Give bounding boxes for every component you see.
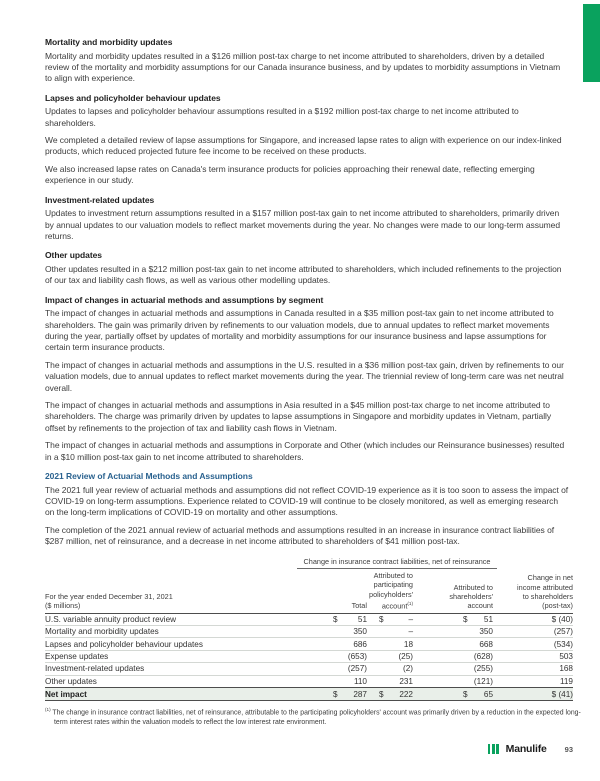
row-value-post-tax: (257) (553, 627, 573, 637)
section-investment-related (45, 196, 573, 243)
manulife-bars-icon (488, 744, 501, 755)
footnote-marker: (1) (45, 707, 51, 713)
table-row (45, 638, 573, 650)
section-edge-tab (583, 4, 600, 82)
section-mortality-morbidity (45, 38, 573, 85)
table-row (45, 626, 573, 638)
row-value: $ 51 (333, 614, 367, 624)
row-value: 668 (479, 639, 493, 649)
row-value: $ 222 (379, 689, 413, 699)
paragraph: The 2021 full year review of actuarial methods and assumptions did not reflect COVID-19 experience as it is too soon to assess the impact of COVID-19 on long-term assumptions. Experience related to COVID-19 will continue to be closely monitored, as well as emerging research on the long-term implications of COVID-19 on mortality and other assumptions. (45, 484, 569, 518)
section-heading: Lapses and policyholder behaviour updates (45, 92, 221, 103)
row-value: $ 51 (463, 614, 493, 624)
table-row-net-impact (45, 687, 573, 702)
row-value: (255) (473, 664, 493, 674)
paragraph: The impact of changes in actuarial methods and assumptions in Asia resulted in a $45 million post-tax charge to net income attributed to shareholders. The charge was primarily driven by updates to lapse assumptions in Singapore and morbidity updates in Vietnam, partially offset by refinements to the projection of tax and liability cash flows in Vietnam. (45, 400, 552, 433)
footnote-text: The change in insurance contract liabilities, net of reinsurance, attributable to the participating policyholders' account was primarily driven by a reduction in the expected long-term interest rates within the valuation models to reflect the low interest rate environment. (52, 709, 581, 726)
row-value: (257) (347, 664, 367, 674)
row-value-post-tax: $ (41) (551, 689, 573, 699)
manulife-logo (488, 743, 547, 755)
column-header-shareholders: Attributed to shareholders' account (449, 582, 493, 611)
paragraph: We also increased lapse rates on Canada's term insurance products for policies approaching their renewal date, reflecting emerging experience in our study. (45, 163, 535, 186)
section-2021-review (45, 472, 573, 548)
paragraph: The impact of changes in actuarial methods and assumptions in Canada resulted in a $35 million post-tax gain to net income attributed to shareholders. The gain was primarily driven by refinements to our valuation models, due to annual updates to reflect market movements during the year, partially offset by updates of mortality and morbidity assumptions for our insurance business and lapse assumptions for certain term insurance products. (45, 308, 554, 353)
row-label: Mortality and morbidity updates (45, 627, 159, 637)
row-value: $ – (379, 614, 413, 624)
page-footer (45, 743, 573, 755)
row-label: U.S. variable annuity product review (45, 614, 177, 624)
row-value: – (408, 627, 413, 637)
row-value: 231 (399, 676, 413, 686)
table-footnote (45, 705, 582, 727)
table-span-header: Change in insurance contract liabilities, net of reinsurance (297, 557, 497, 569)
table-row (45, 663, 573, 675)
footnote-reference: (1) (407, 600, 413, 606)
section-heading: Other updates (45, 250, 102, 261)
row-value: (25) (398, 651, 413, 661)
page-number: 93 (564, 744, 573, 754)
row-value: 686 (353, 639, 367, 649)
row-value: 110 (353, 676, 367, 686)
table-row (45, 651, 573, 663)
row-value: 350 (479, 627, 493, 637)
actuarial-impact-table (45, 556, 581, 728)
row-value-post-tax: 119 (559, 676, 573, 686)
table-row (45, 614, 573, 626)
paragraph: Updates to investment return assumptions resulted in a $157 million post-tax gain to net income attributed to shareholders, primarily driven by annual updates to our valuation models to reflect market movements during the year. No changes were made to our long-term assumed returns. (45, 208, 561, 241)
table-body (45, 614, 573, 702)
row-value: (628) (473, 651, 493, 661)
section-impact-by-segment (45, 296, 573, 463)
table-column-headers (45, 569, 573, 614)
paragraph: Other updates resulted in a $212 million post-tax gain to net income attributed to shareholders, which included refinements to the projection of our tax and liability cash flows, as well as various other modelling updates. (45, 263, 562, 286)
row-value-post-tax: (534) (553, 639, 573, 649)
row-label: Expense updates (45, 651, 109, 661)
row-value: 18 (403, 639, 413, 649)
row-value: (2) (402, 664, 413, 674)
row-value-post-tax: 503 (559, 651, 573, 661)
section-other-updates (45, 251, 573, 286)
section-heading-blue: 2021 Review of Actuarial Methods and Assumptions (45, 471, 253, 482)
page-content (45, 37, 581, 727)
table-row-header: For the year ended December 31, 2021 ($ millions) (45, 592, 173, 611)
paragraph: Mortality and morbidity updates resulted in a $126 million post-tax charge to net income attributed to shareholders, driven by a detailed review of the mortality and morbidity assumptions for our Canada insurance business, and by updates to morbidity assumptions in Vietnam to align with experience. (45, 50, 561, 84)
section-heading: Investment-related updates (45, 194, 155, 205)
table-span-header-row (45, 556, 573, 569)
paragraph: The completion of the 2021 annual review of actuarial methods and assumptions resulted in an increase in insurance contract liabilities of $287 million, net of reinsurance, and a decrease in net income attributed to shareholders of $41 million post-tax. (45, 524, 555, 547)
column-header-total: Total (351, 601, 367, 611)
paragraph: The impact of changes in actuarial methods and assumptions in the U.S. resulted in a $36 million post-tax gain, driven by refinements to our valuation models, due to annual updates to reflect market movements during the year. The triennial review of long-term care was net neutral overall. (45, 359, 564, 393)
column-header-net-income: Change in net income attributed to shareholders (post-tax) (517, 573, 573, 611)
row-value-post-tax: $ (40) (551, 614, 573, 624)
section-heading: Mortality and morbidity updates (45, 37, 173, 47)
row-label: Other updates (45, 676, 97, 686)
section-heading: Impact of changes in actuarial methods and assumptions by segment (45, 294, 324, 305)
paragraph: We completed a detailed review of lapse assumptions for Singapore, and increased lapse rates to align with experience on our index-linked products, which reduced projected future fee income to be received on these products. (45, 135, 562, 157)
row-value: (653) (347, 651, 367, 661)
row-value-post-tax: 168 (559, 664, 573, 674)
column-header-participating: Attributed to participating policyholders' account$^{(1)}$ (369, 570, 413, 611)
row-label: Investment-related updates (45, 664, 145, 674)
row-label: Net impact (45, 689, 87, 699)
row-value: $ 287 (333, 689, 367, 699)
brand-wordmark: Manulife (505, 743, 547, 755)
row-value: 350 (353, 627, 367, 637)
row-label: Lapses and policyholder behaviour updates (45, 639, 203, 649)
row-value: (121) (473, 676, 493, 686)
paragraph: The impact of changes in actuarial methods and assumptions in Corporate and Other (which includes our Reinsurance businesses) resulted in a $10 million post-tax gain to net income attributed to shareholders. (45, 440, 565, 462)
paragraph: Updates to lapses and policyholder behaviour assumptions resulted in a $192 million post-tax charge to net income attributed to shareholders. (45, 106, 519, 128)
section-lapses-behaviour (45, 94, 573, 187)
row-value: $ 65 (463, 689, 493, 699)
